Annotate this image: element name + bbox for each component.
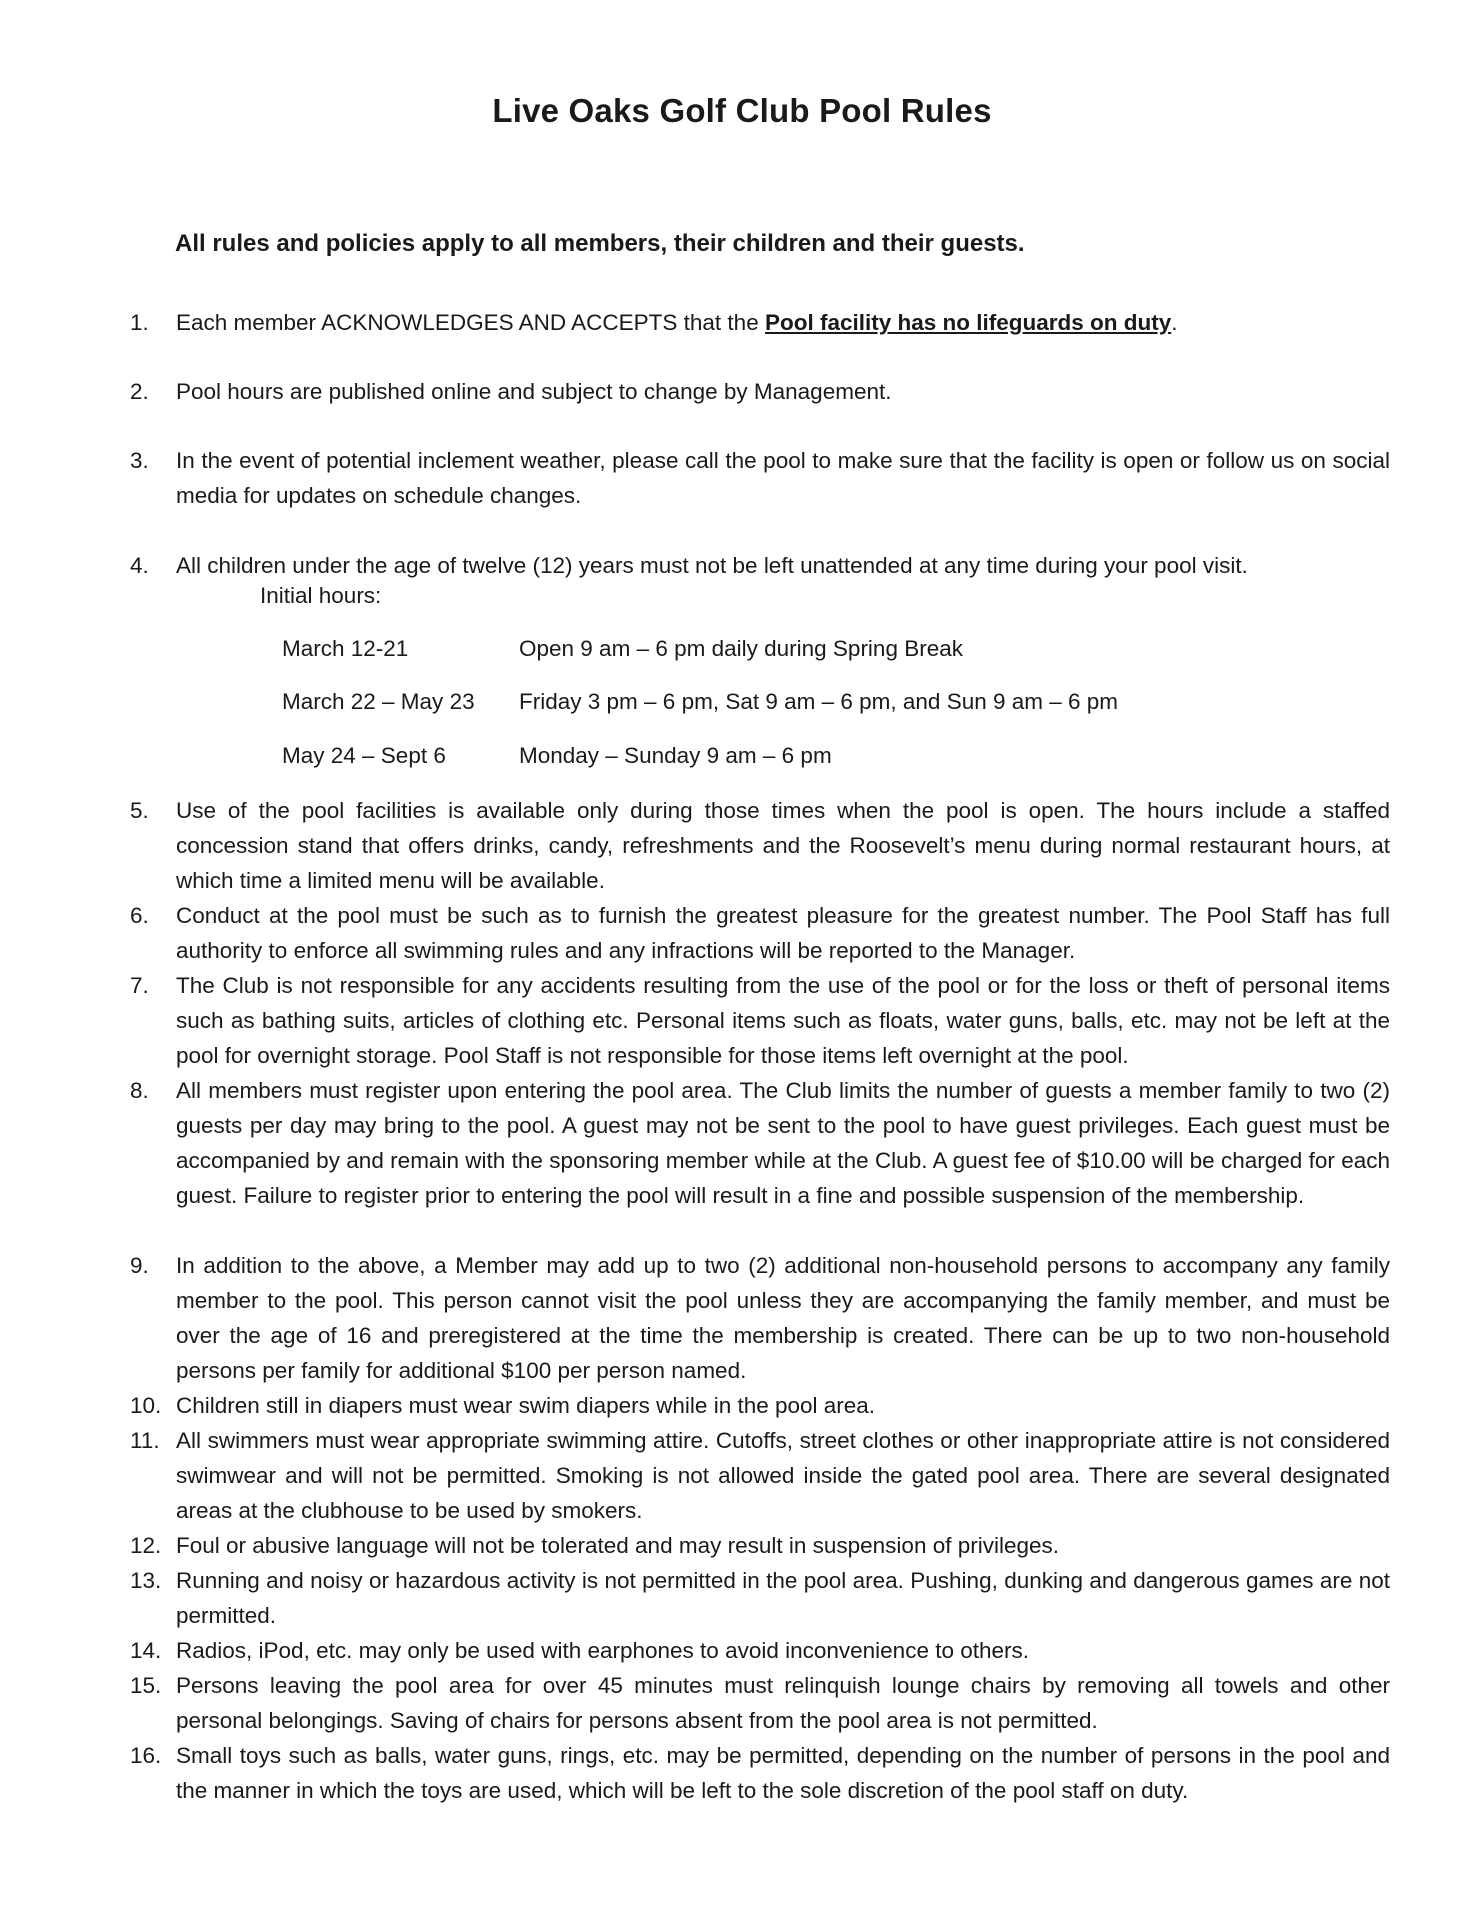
rule-item (130, 1668, 1390, 1738)
rule-text: The Club is not responsible for any accidents resulting from the use of the pool or for the loss or theft of personal items such as bathing suits, articles of clothing etc. Personal items such as floats, water guns, balls, etc. may not be left at the pool for overnight storage. Pool Staff is not responsible for those items left overnight at the pool. (176, 973, 1390, 1068)
hours-dates: March 12-21 (282, 636, 409, 661)
rule-text: Persons leaving the pool area for over 45 minutes must relinquish lounge chairs by removing all towels and other personal belongings. Saving of chairs for persons absent from the pool area is not permitted. (176, 1673, 1390, 1733)
rule-number: 5. (130, 798, 149, 823)
rule-item (130, 1423, 1390, 1528)
rule-text: Radios, iPod, etc. may only be used with earphones to avoid inconvenience to others. (176, 1638, 1030, 1663)
hours-dates: March 22 – May 23 (282, 689, 475, 714)
rule-text-part: Each member ACKNOWLEDGES AND ACCEPTS that the (176, 310, 765, 335)
rule-text: All children under the age of twelve (12) years must not be left unattended at any time during your pool visit. (176, 553, 1248, 578)
rule-number: 14. (130, 1638, 162, 1663)
rule-number: 4. (130, 553, 149, 578)
rule-text (176, 305, 1390, 340)
rule-number: 1. (130, 310, 149, 335)
rule-text: Foul or abusive language will not be tolerated and may result in suspension of privileges. (176, 1533, 1060, 1558)
hours-row (282, 689, 1118, 715)
rule-number: 11. (130, 1428, 160, 1453)
rule-number: 3. (130, 448, 149, 473)
rule-item (130, 1738, 1390, 1808)
rule-number: 16. (130, 1743, 162, 1768)
rule-text: Small toys such as balls, water guns, rings, etc. may be permitted, depending on the number of persons in the pool and the manner in which the toys are used, which will be left to the sole discretion of the pool staff on duty. (176, 1743, 1390, 1803)
hours-times: Open 9 am – 6 pm daily during Spring Break (519, 636, 963, 661)
rule-text-part: . (1171, 310, 1178, 335)
rule-item (130, 443, 1390, 513)
rule-item (130, 1633, 1390, 1668)
intro-statement: All rules and policies apply to all members, their children and their guests. (175, 230, 1025, 257)
rule-number: 8. (130, 1078, 149, 1103)
rule-item (130, 1248, 1390, 1388)
hours-dates: May 24 – Sept 6 (282, 743, 446, 768)
rule-number: 7. (130, 973, 149, 998)
hours-times: Friday 3 pm – 6 pm, Sat 9 am – 6 pm, and Sun 9 am – 6 pm (519, 689, 1119, 714)
rule-text: Running and noisy or hazardous activity is not permitted in the pool area. Pushing, dunking and dangerous games are not permitted. (176, 1568, 1390, 1628)
rule-item (130, 793, 1390, 898)
rule-text: All swimmers must wear appropriate swimming attire. Cutoffs, street clothes or other inappropriate attire is not considered swimwear and will not be permitted. Smoking is not allowed inside the gated pool area. There are several designated areas at the clubhouse to be used by smokers. (176, 1428, 1390, 1523)
hours-times: Monday – Sunday 9 am – 6 pm (519, 743, 832, 768)
rule-number: 6. (130, 903, 149, 928)
rule-text: In the event of potential inclement weather, please call the pool to make sure that the facility is open or follow us on social media for updates on schedule changes. (176, 448, 1390, 508)
rule-item (130, 305, 1390, 340)
rule-item (130, 1388, 1390, 1423)
hours-row (282, 636, 963, 662)
rule-item (130, 1528, 1390, 1563)
rule-number: 10. (130, 1393, 162, 1418)
rule-text: Pool hours are published online and subject to change by Management. (176, 379, 892, 404)
rule-text: Use of the pool facilities is available only during those times when the pool is open. The hours include a staffed concession stand that offers drinks, candy, refreshments and the Roosevelt’s menu during normal restaurant hours, at which time a limited menu will be available. (176, 798, 1390, 893)
page-title: Live Oaks Golf Club Pool Rules (492, 92, 992, 129)
rule-item (130, 548, 1390, 583)
rule-text: In addition to the above, a Member may add up to two (2) additional non-household persons to accompany any family member to the pool. This person cannot visit the pool unless they are accompanying the family member, and must be over the age of 16 and preregistered at the time the membership is created. There can be up to two non-household persons per family for additional $100 per person named. (176, 1253, 1390, 1383)
rule-number: 9. (130, 1253, 149, 1278)
rule-text: Children still in diapers must wear swim diapers while in the pool area. (176, 1393, 876, 1418)
rule-item (130, 1563, 1390, 1633)
rule-number: 15. (130, 1673, 162, 1698)
rule-item (130, 898, 1390, 968)
rule-text: All members must register upon entering the pool area. The Club limits the number of guests a member family to two (2) guests per day may bring to the pool. A guest may not be sent to the pool to have guest privileges. Each guest must be accompanied by and remain with the sponsoring member while at the Club. A guest fee of $10.00 will be charged for each guest. Failure to register prior to entering the pool will result in a fine and possible suspension of the membership. (176, 1078, 1390, 1208)
rule-number: 2. (130, 379, 149, 404)
rule-item (130, 1073, 1390, 1213)
no-lifeguards-emphasis: Pool facility has no lifeguards on duty (764, 310, 1172, 335)
initial-hours-label: Initial hours: (260, 583, 382, 608)
rule-text: Conduct at the pool must be such as to furnish the greatest pleasure for the greatest number. The Pool Staff has full authority to enforce all swimming rules and any infractions will be reported to the Manager. (176, 903, 1390, 963)
rule-item (130, 374, 1390, 409)
rule-number: 12. (130, 1533, 162, 1558)
hours-row (282, 743, 832, 769)
rule-item (130, 968, 1390, 1073)
rule-number: 13. (130, 1568, 162, 1593)
